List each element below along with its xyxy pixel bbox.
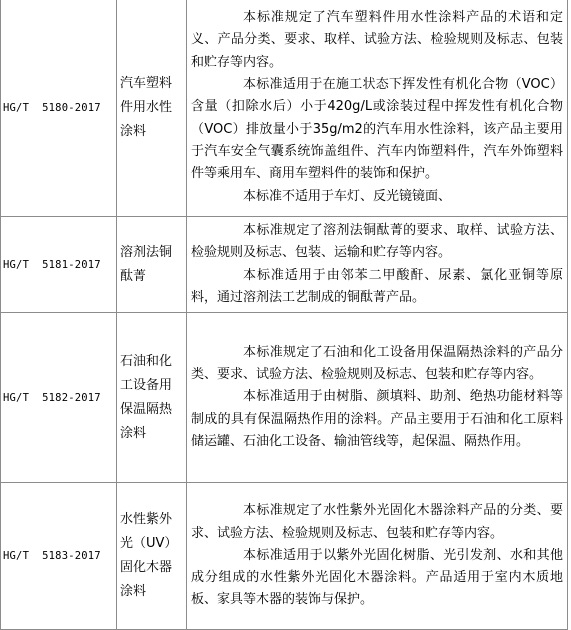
description-paragraph: 本标准适用于由树脂、颜填料、助剂、绝热功能材料等制成的具有保温隔热作用的涂料。产品主要用于石油和化工原料储运罐、石油化工设备、输油管线等，起保温、隔热作用。 <box>191 389 563 449</box>
description-paragraph: 本标准适用于以紫外光固化树脂、光引发剂、水和其他成分组成的水性紫外光固化木器涂料。产品适用于室内木质地板、家具等木器的装饰与保护。 <box>191 547 563 608</box>
table-row <box>1 483 568 630</box>
standard-code: HG/T 5180-2017 <box>1 0 117 217</box>
standard-description <box>187 313 568 483</box>
description-paragraph: 本标准规定了石油和化工设备用保温隔热涂料的产品分类、要求、试验方法、检验规则及标志、包装和贮存等内容。 <box>191 344 563 383</box>
standard-code: HG/T 5182-2017 <box>1 313 117 483</box>
description-paragraph: 本标准不适用于车灯、反光镜镜面、 <box>243 188 452 204</box>
standard-code: HG/T 5183-2017 <box>1 483 117 630</box>
description-paragraph: 本标准规定了水性紫外光固化木器涂料产品的分类、要求、试验方法、检验规则及标志、包装和贮存等内容。 <box>191 503 563 541</box>
standard-name: 溶剂法铜酞菁 <box>117 217 187 313</box>
description-paragraph: 本标准规定了汽车塑料件用水性涂料产品的术语和定义、产品分类、要求、取样、试验方法、检验规则及标志、包装和贮存等内容。 <box>191 10 563 70</box>
standard-name: 水性紫外光（UV）固化木器涂料 <box>117 483 187 630</box>
standard-description <box>187 0 568 217</box>
table-row <box>1 217 568 313</box>
standard-code: HG/T 5181-2017 <box>1 217 117 313</box>
standard-description <box>187 483 568 630</box>
description-paragraph: 本标准规定了溶剂法铜酞菁的要求、取样、试验方法、检验规则及标志、包装、运输和贮存等内容。 <box>191 222 563 261</box>
standard-name: 汽车塑料件用水性涂料 <box>117 0 187 217</box>
table-row <box>1 313 568 483</box>
standard-name: 石油和化工设备用保温隔热涂料 <box>117 313 187 483</box>
description-paragraph: 本标准适用于在施工状态下挥发性有机化合物（VOC）含量（扣除水后）小于420g/L或涂装过程中挥发性有机化合物（VOC）排放量小于35g/m2的汽车用水性涂料，该产品主要用于汽车安全气囊系统饰盖组件、汽车内饰塑料件，汽车外饰塑料件等乘用车、商用车塑料件的装饰和保护。 <box>191 77 563 182</box>
description-paragraph: 本标准适用于由邻苯二甲酸酐、尿素、氯化亚铜等原料，通过溶剂法工艺制成的铜酞菁产品。 <box>191 267 563 305</box>
table-row <box>1 0 568 217</box>
standard-description <box>187 217 568 313</box>
